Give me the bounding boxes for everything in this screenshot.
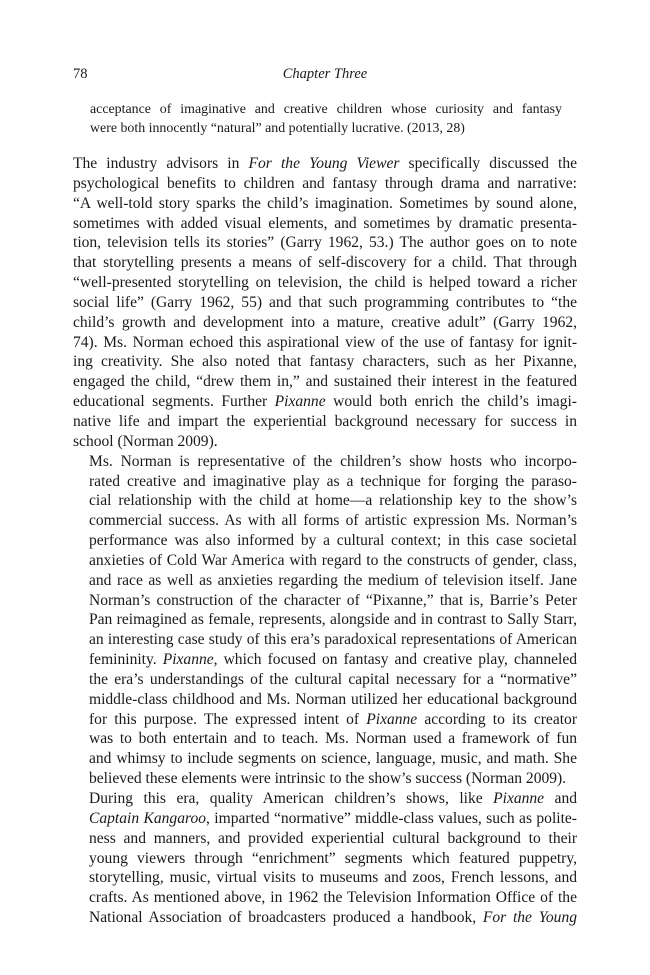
text-segment: and <box>544 790 577 807</box>
italic-title: For the Young <box>482 909 578 927</box>
text-segment: “well-presented storytelling on television, the child is helped toward a richer <box>73 274 577 292</box>
text-line <box>73 650 577 670</box>
italic-title: Pixanne <box>493 790 545 807</box>
text-segment: , which focused on fantasy and creative play, channeled <box>213 651 577 669</box>
text-segment: The industry advisors in <box>73 155 249 172</box>
text-segment: crafts. As mentioned above, in 1962 the Television Information Office of the <box>89 889 577 907</box>
italic-title: For the Young Viewer <box>248 155 400 172</box>
text-segment: child’s growth and development into a mature, creative adult” (Garry 1962, <box>73 313 577 331</box>
text-segment: storytelling, music, virtual visits to museums and zoos, French lessons, and <box>89 869 577 887</box>
text-line <box>73 630 577 650</box>
running-head: Chapter Three <box>282 66 368 82</box>
text-line <box>73 908 577 928</box>
text-segment: Pan reimagined as female, represents, alongside and in contrast to Sally Starr, <box>89 611 577 629</box>
text-segment: that storytelling presents a means of self-discovery for a child. That through <box>73 254 577 272</box>
text-line <box>73 571 577 591</box>
text-line <box>73 333 577 353</box>
text-segment: cial relationship with the child at home—a relationship key to the show’s <box>89 492 577 510</box>
text-line <box>73 352 577 372</box>
italic-title: Pixanne <box>274 393 326 411</box>
text-segment: and race as well as anxieties regarding the medium of television itself. Jane <box>89 571 577 589</box>
text-segment: young viewers through “enrichment” segments which featured puppetry, <box>89 849 577 867</box>
text-segment: specifically discussed the <box>399 155 578 172</box>
text-segment: social life” (Garry 1962, 55) and that such programming contributes to “the <box>73 293 577 311</box>
text-line <box>73 610 577 630</box>
text-line <box>73 789 577 809</box>
text-segment: middle-class childhood and Ms. Norman utilized her educational background <box>89 690 577 708</box>
paragraph <box>73 789 577 928</box>
text-segment: , imparted “normative” middle-class values, such as polite- <box>206 809 577 827</box>
text-segment: engaged the child, “drew them in,” and sustained their interest in the featured <box>73 373 577 391</box>
text-segment: femininity. <box>89 651 163 669</box>
text-segment: ness and manners, and provided experiential cultural background to their <box>89 829 577 847</box>
text-segment: tion, television tells its stories” (Garry 1962, 53.) The author goes on to note <box>73 234 577 252</box>
italic-title: Pixanne <box>366 710 418 728</box>
text-segment: according to its creator <box>417 710 578 728</box>
text-segment: During this era, quality American children’s shows, like <box>89 790 494 807</box>
text-line <box>73 769 577 789</box>
text-line <box>73 710 577 730</box>
paragraph <box>73 154 577 452</box>
text-segment: Norman’s construction of the character of “Pixanne,” that is, Barrie’s Peter <box>89 591 577 609</box>
text-line <box>73 511 577 531</box>
text-segment: would both enrich the child’s imagi- <box>325 393 577 411</box>
italic-title: Captain Kangaroo <box>89 809 206 827</box>
text-segment: native life and impart the experiential background necessary for success in <box>73 412 577 430</box>
text-segment: ing creativity. She also noted that fantasy characters, such as her Pixanne, <box>73 353 577 371</box>
text-segment: performance was also informed by a cultural context; in this case societal <box>89 532 577 550</box>
text-line <box>73 432 577 452</box>
text-line <box>73 313 577 333</box>
body-text <box>73 154 577 928</box>
text-line <box>73 491 577 511</box>
text-segment: rated creative and imaginative play as a technique for forging the paraso- <box>89 472 577 490</box>
block-quote-line: acceptance of imaginative and creative children whose curiosity and fantasy <box>90 102 562 117</box>
text-line <box>73 194 577 214</box>
text-line <box>73 412 577 432</box>
text-segment: was to both entertain and to teach. Ms. Norman used a framework of fun <box>89 730 577 748</box>
text-segment: Ms. Norman is representative of the children’s show hosts who incorpo- <box>89 452 577 470</box>
text-segment: 74). Ms. Norman echoed this aspirational view of the use of fantasy for ignit- <box>73 333 577 351</box>
text-line <box>73 174 577 194</box>
text-line <box>73 849 577 869</box>
page-header <box>73 66 577 86</box>
text-segment: an interesting case study of this era’s paradoxical representations of American <box>89 631 577 649</box>
text-line <box>73 829 577 849</box>
page-number: 78 <box>73 66 88 82</box>
text-segment: “A well-told story sparks the child’s imagination. Sometimes by sound alone, <box>73 194 577 212</box>
text-line <box>73 670 577 690</box>
italic-title: Pixanne <box>162 651 214 669</box>
text-segment: school (Norman 2009). <box>73 432 218 450</box>
text-segment: for this purpose. The expressed intent of <box>89 710 367 728</box>
text-line <box>73 749 577 769</box>
text-line <box>73 293 577 313</box>
block-quote <box>90 101 562 138</box>
text-line <box>73 452 577 472</box>
text-segment: believed these elements were intrinsic to the show’s success (Norman 2009). <box>89 770 567 788</box>
text-line <box>73 868 577 888</box>
text-line <box>73 154 577 174</box>
text-segment: and whimsy to include segments on science, language, music, and math. She <box>89 750 577 768</box>
text-line <box>73 372 577 392</box>
text-line <box>73 729 577 749</box>
text-segment: educational segments. Further <box>73 393 275 411</box>
text-line <box>73 214 577 234</box>
text-line <box>73 888 577 908</box>
text-line <box>73 253 577 273</box>
text-segment: the era’s understandings of the cultural capital necessary for a “normative” <box>89 670 577 688</box>
text-segment: National Association of broadcasters produced a handbook, <box>89 909 483 927</box>
text-segment: commercial success. As with all forms of artistic expression Ms. Norman’s <box>89 512 577 530</box>
text-line <box>73 233 577 253</box>
text-line <box>73 551 577 571</box>
text-line <box>73 531 577 551</box>
paragraph <box>73 452 577 789</box>
text-line <box>73 809 577 829</box>
text-line <box>73 392 577 412</box>
text-line <box>73 591 577 611</box>
text-segment: psychological benefits to children and fantasy through drama and narrative: <box>73 174 577 192</box>
text-line <box>73 273 577 293</box>
text-segment: anxieties of Cold War America with regard to the constructs of gender, class, <box>89 551 577 569</box>
text-line <box>73 690 577 710</box>
text-line <box>73 472 577 492</box>
block-quote-line: were both innocently “natural” and potentially lucrative. (2013, 28) <box>90 120 465 136</box>
text-segment: sometimes with added visual elements, and sometimes by dramatic presenta- <box>73 214 577 232</box>
